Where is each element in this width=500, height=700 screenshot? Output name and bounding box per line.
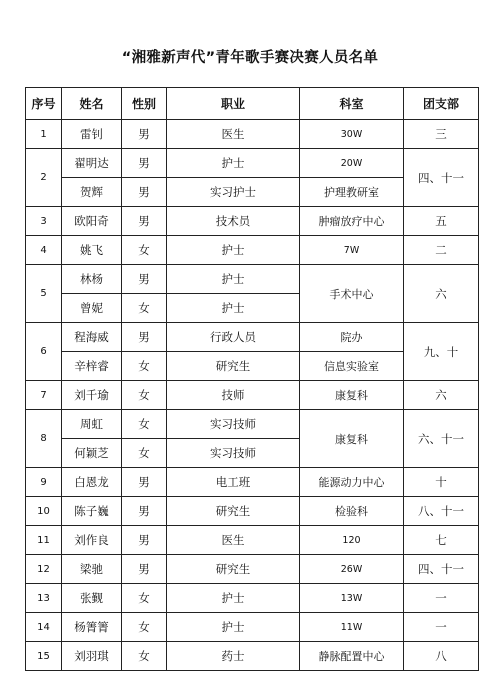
row-number: 6 [26,323,62,381]
row-gender: 女 [122,381,167,410]
table-row [26,120,479,149]
row-department: 信息实验室 [300,352,404,381]
row-number: 8 [26,410,62,468]
row-number: 7 [26,381,62,410]
row-branch: 一 [404,613,479,642]
row-name: 贺辉 [62,178,122,207]
row-branch: 四、十一 [404,149,479,207]
row-branch: 九、十 [404,323,479,381]
row-gender: 女 [122,352,167,381]
row-name: 何颖芝 [62,439,122,468]
header-branch: 团支部 [404,88,479,120]
row-branch: 三 [404,120,479,149]
row-occupation: 医生 [167,120,300,149]
table-row [26,149,479,178]
table-row [26,468,479,497]
row-number: 9 [26,468,62,497]
row-department: 康复科 [300,381,404,410]
row-occupation: 护士 [167,294,300,323]
row-gender: 女 [122,613,167,642]
row-department: 能源动力中心 [300,468,404,497]
row-occupation: 药士 [167,642,300,671]
row-gender: 男 [122,526,167,555]
row-number: 5 [26,265,62,323]
row-occupation: 医生 [167,526,300,555]
row-branch: 八 [404,642,479,671]
row-name: 周虹 [62,410,122,439]
document-title: “湘雅新声代”青年歌手赛决赛人员名单 [121,50,379,66]
row-occupation: 技术员 [167,207,300,236]
row-department: 手术中心 [300,265,404,323]
row-name: 杨箐箐 [62,613,122,642]
row-name: 欧阳奇 [62,207,122,236]
row-name: 辛梓睿 [62,352,122,381]
row-branch: 六 [404,265,479,323]
row-name: 翟明达 [62,149,122,178]
row-department: 20W [300,149,404,178]
row-department: 静脉配置中心 [300,642,404,671]
row-name: 曾妮 [62,294,122,323]
row-department: 11W [300,613,404,642]
row-number: 10 [26,497,62,526]
row-number: 1 [26,120,62,149]
table-row [26,526,479,555]
row-name: 梁驰 [62,555,122,584]
row-branch: 五 [404,207,479,236]
row-branch: 六、十一 [404,410,479,468]
row-occupation: 实习技师 [167,439,300,468]
row-number: 2 [26,149,62,207]
row-gender: 男 [122,323,167,352]
row-occupation: 研究生 [167,555,300,584]
table-row [26,265,479,294]
row-number: 12 [26,555,62,584]
row-number: 15 [26,642,62,671]
row-occupation: 护士 [167,265,300,294]
row-branch: 七 [404,526,479,555]
table-row [26,584,479,613]
table-row [26,323,479,352]
row-name: 姚飞 [62,236,122,265]
row-name: 林杨 [62,265,122,294]
row-gender: 男 [122,555,167,584]
row-occupation: 实习技师 [167,410,300,439]
row-name: 陈子巍 [62,497,122,526]
row-gender: 女 [122,584,167,613]
row-branch: 一 [404,584,479,613]
header-gender: 性别 [122,88,167,120]
row-branch: 四、十一 [404,555,479,584]
row-department: 26W [300,555,404,584]
row-gender: 男 [122,149,167,178]
table-row [26,613,479,642]
row-gender: 女 [122,439,167,468]
header-row [26,88,479,120]
table-row [26,381,479,410]
row-occupation: 研究生 [167,352,300,381]
row-department: 院办 [300,323,404,352]
row-number: 4 [26,236,62,265]
table-row [26,642,479,671]
row-name: 刘千瑜 [62,381,122,410]
row-number: 11 [26,526,62,555]
row-name: 白恩龙 [62,468,122,497]
row-branch: 十 [404,468,479,497]
row-department: 13W [300,584,404,613]
row-gender: 男 [122,120,167,149]
row-number: 13 [26,584,62,613]
table-row [26,236,479,265]
row-branch: 二 [404,236,479,265]
row-name: 张觐 [62,584,122,613]
table-row [26,207,479,236]
row-name: 刘羽琪 [62,642,122,671]
row-name: 程海威 [62,323,122,352]
row-department: 护理教研室 [300,178,404,207]
row-name: 雷钊 [62,120,122,149]
roster-table [25,87,479,671]
row-occupation: 护士 [167,584,300,613]
row-gender: 男 [122,497,167,526]
table-row [26,497,479,526]
row-occupation: 研究生 [167,497,300,526]
table-row [26,410,479,439]
row-gender: 男 [122,207,167,236]
row-department: 肿瘤放疗中心 [300,207,404,236]
row-occupation: 行政人员 [167,323,300,352]
row-branch: 八、十一 [404,497,479,526]
row-occupation: 护士 [167,236,300,265]
row-department: 康复科 [300,410,404,468]
row-gender: 女 [122,410,167,439]
header-department: 科室 [300,88,404,120]
row-department: 7W [300,236,404,265]
row-occupation: 电工班 [167,468,300,497]
table-row [26,555,479,584]
row-department: 检验科 [300,497,404,526]
row-occupation: 护士 [167,149,300,178]
row-occupation: 护士 [167,613,300,642]
row-department: 120 [300,526,404,555]
row-name: 刘作良 [62,526,122,555]
header-number: 序号 [26,88,62,120]
row-gender: 男 [122,468,167,497]
header-name: 姓名 [62,88,122,120]
row-number: 14 [26,613,62,642]
row-gender: 女 [122,294,167,323]
row-gender: 男 [122,265,167,294]
row-department: 30W [300,120,404,149]
row-gender: 女 [122,642,167,671]
row-occupation: 实习护士 [167,178,300,207]
row-gender: 男 [122,178,167,207]
row-branch: 六 [404,381,479,410]
header-occupation: 职业 [167,88,300,120]
row-number: 3 [26,207,62,236]
row-gender: 女 [122,236,167,265]
row-occupation: 技师 [167,381,300,410]
